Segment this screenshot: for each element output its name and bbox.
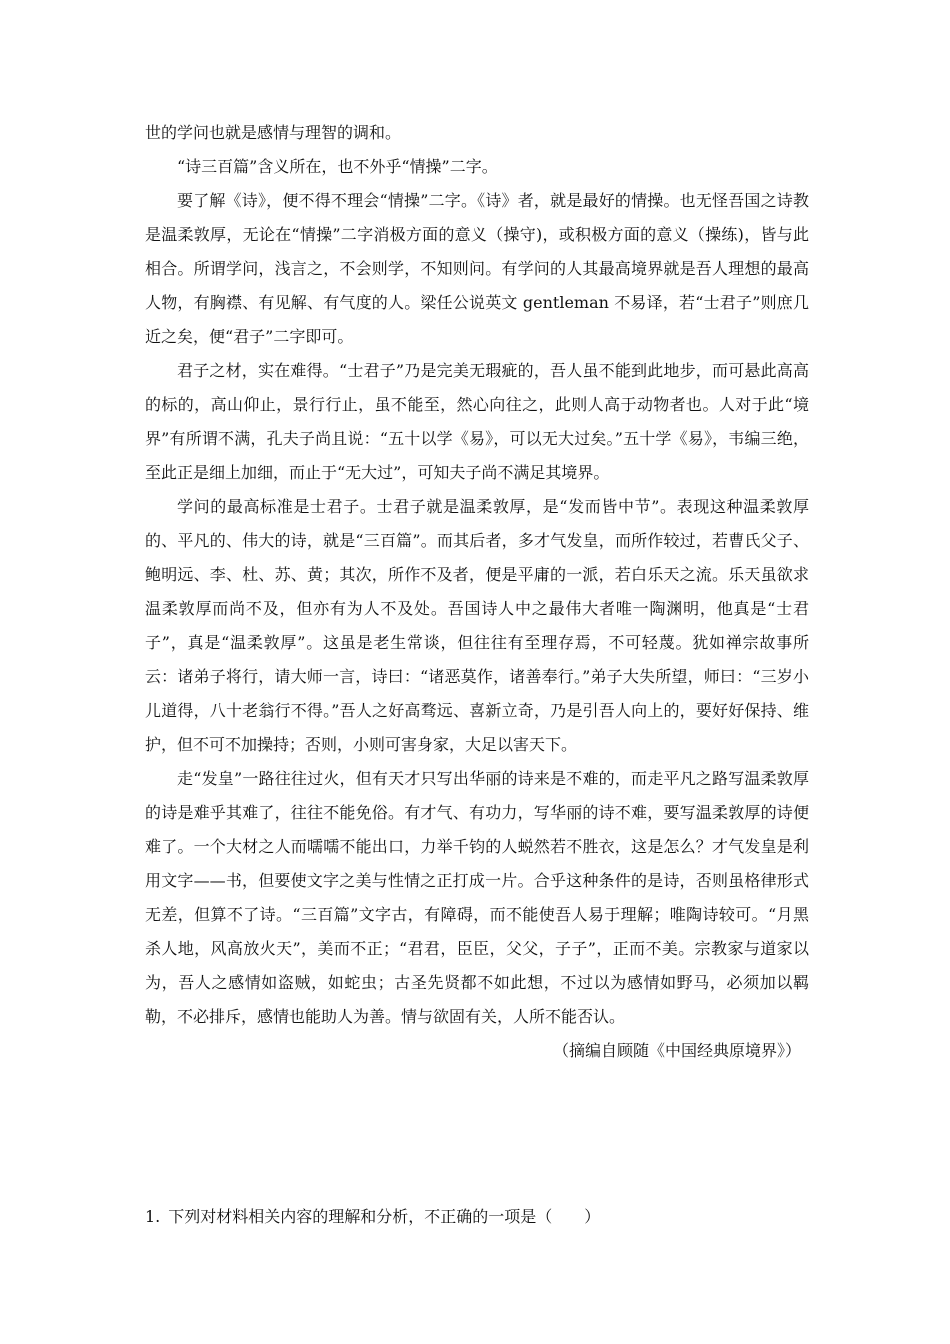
- question-number: 1.: [145, 1207, 161, 1226]
- question-1: [145, 1200, 809, 1234]
- article-body: [145, 116, 809, 1068]
- source-citation: （摘编自顾随《中国经典原境界》）: [552, 1041, 801, 1060]
- paragraph-continuation: 世的学问也就是感情与理智的调和。: [145, 123, 402, 142]
- paragraph: 学问的最高标准是士君子。士君子就是温柔敦厚，是“发而皆中节”。表现这种温柔敦厚的、平凡的、伟大的诗，就是“三百篇”。而其后者，多才气发皇，而所作较过，若曹氏父子、鲍明远、李、杜、苏、黄；其次，所作不及者，便是平庸的一派，若白乐天之流。乐天虽欲求温柔敦厚而尚不及，但亦有为人不及处。吾国诗人中之最伟大者唯一陶渊明，他真是“士君子”，真是“温柔敦厚”。这虽是老生常谈，但往往有至理存焉，不可轻蔑。犹如禅宗故事所云：诸弟子将行，请大师一言，诗曰：“诸恶莫作，诸善奉行。”弟子大失所望，师曰：“三岁小儿道得，八十老翁行不得。”吾人之好高骛远、喜新立奇，乃是引吾人向上的，要好好保持、维护，但不可不加操持；否则，小则可害身家，大足以害天下。: [145, 497, 809, 754]
- paragraph: 要了解《诗》，便不得不理会“情操”二字。《诗》者，就是最好的情操。也无怪吾国之诗教是温柔敦厚，无论在“情操”二字消极方面的意义（操守)，或积极方面的意义（操练)，皆与此相合。所谓学问，浅言之，不会则学，不知则问。有学问的人其最高境界就是吾人理想的最高人物，有胸襟、有见解、有气度的人。梁任公说英文 gentleman 不易译，若“士君子”则庶几近之矣，便“君子”二字即可。: [145, 191, 809, 346]
- question-text: 下列对材料相关内容的理解和分析，不正确的一项是（ ）: [168, 1207, 601, 1226]
- paragraph: 走“发皇”一路往往过火，但有天才只写出华丽的诗来是不难的，而走平凡之路写温柔敦厚的诗是难乎其难了，往往不能免俗。有才气、有功力，写华丽的诗不难，要写温柔敦厚的诗便难了。一个大材之人而嚅嚅不能出口，力举千钧的人蜕然若不胜衣，这是怎么？才气发皇是利用文字——书，但要使文字之美与性情之正打成一片。合乎这种条件的是诗，否则虽格律形式无差，但算不了诗。“三百篇”文字古，有障碍，而不能使吾人易于理解；唯陶诗较可。“月黑杀人地，风高放火天”，美而不正；“君君，臣臣，父父，子子”，正而不美。宗教家与道家以为，吾人之感情如盗贼，如蛇虫；古圣先贤都不如此想，不过以为感情如野马，必须加以羁勒，不必排斥，感情也能助人为善。情与欲固有关，人所不能否认。: [145, 769, 809, 1026]
- paragraph: “诗三百篇”含义所在，也不外乎“情操”二字。: [177, 157, 498, 176]
- paragraph: 君子之材，实在难得。“士君子”乃是完美无瑕疵的，吾人虽不能到此地步，而可悬此高高的标的，高山仰止，景行行止，虽不能至，然心向往之，此则人高于动物者也。人对于此“境界”有所谓不满，孔夫子尚且说：“五十以学《易》，可以无大过矣。”五十学《易》，韦编三绝，至此正是细上加细，而止于“无大过”，可知夫子尚不满足其境界。: [145, 361, 809, 482]
